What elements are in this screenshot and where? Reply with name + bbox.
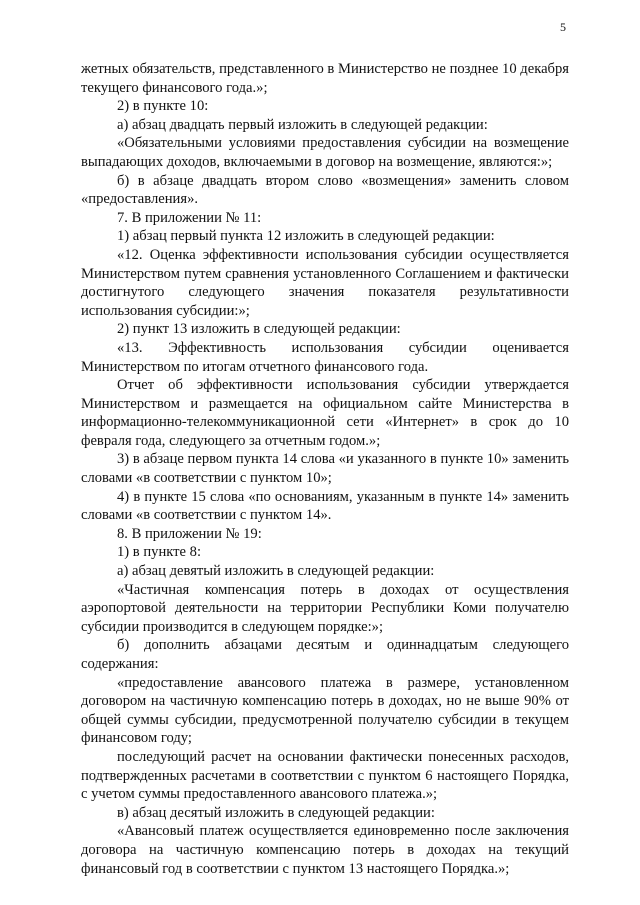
- paragraph: «13. Эффективность использования субсидии оценивается Министерством по итогам отчетного финансового года.: [81, 339, 569, 375]
- paragraph: «Авансовый платеж осуществляется единовременно после заключения договора на частичную компенсацию потерь в доходах на текущий финансовый год в соответствии с пунктом 13 настоящего Порядка.»;: [81, 823, 569, 877]
- paragraph: 4) в пункте 15 слова «по основаниям, указанным в пункте 14» заменить словами «в соответствии с пунктом 14».: [81, 488, 569, 524]
- paragraph: 1) абзац первый пункта 12 изложить в следующей редакции:: [117, 228, 495, 245]
- paragraph: 7. В приложении № 11:: [117, 209, 262, 226]
- paragraph: «предоставление авансового платежа в размере, установленном договором на частичную компенсацию потерь в доходах, но не выше 90% от общей суммы субсидии, предусмотренной получателю субсидии в текущем финансовом году;: [81, 674, 569, 747]
- page-number: 5: [560, 20, 566, 34]
- paragraph: б) в абзаце двадцать втором слово «возмещения» заменить словом «предоставления».: [81, 172, 569, 208]
- paragraph: 8. В приложении № 19:: [117, 525, 262, 542]
- paragraph: жетных обязательств, представленного в Министерство не позднее 10 декабря текущего финансового года.»;: [81, 61, 569, 96]
- paragraph: последующий расчет на основании фактически понесенных расходов, подтвержденных расчетами в соответствии с пунктом 6 настоящего Порядка, с учетом суммы предоставленного авансового платежа.»;: [81, 748, 569, 803]
- paragraph: в) абзац десятый изложить в следующей редакции:: [117, 804, 435, 821]
- paragraph: а) абзац двадцать первый изложить в следующей редакции:: [117, 116, 488, 133]
- paragraph: 3) в абзаце первом пункта 14 слова «и указанного в пункте 10» заменить словами «в соответствии с пунктом 10»;: [81, 451, 569, 487]
- paragraph: б) дополнить абзацами десятым и одиннадцатым следующего содержания:: [81, 637, 569, 672]
- paragraph: «12. Оценка эффективности использования субсидии осуществляется Министерством путем сравнения установленного Соглашением и фактически достигнутого следующего значения показателя результативности использования субсидии:»;: [81, 246, 569, 319]
- body-text: [81, 60, 569, 878]
- paragraph: «Обязательными условиями предоставления субсидии на возмещение выпадающих доходов, включаемыми в договор на возмещение, являются:»;: [81, 135, 569, 170]
- paragraph: Отчет об эффективности использования субсидии утверждается Министерством и размещается на официальном сайте Министерства в информационно-телекоммуникационной сети «Интернет» в срок до 10 февраля года, следующего за отчетным годом.»;: [81, 377, 569, 449]
- paragraph: 2) в пункте 10:: [117, 98, 209, 115]
- paragraph: 2) пункт 13 изложить в следующей редакции:: [117, 321, 401, 338]
- paragraph: 1) в пункте 8:: [117, 544, 202, 561]
- paragraph: «Частичная компенсация потерь в доходах от осуществления аэропортовой деятельности на территории Республики Коми получателю субсидии производится в следующем порядке:»;: [81, 581, 569, 635]
- paragraph: а) абзац девятый изложить в следующей редакции:: [117, 563, 435, 580]
